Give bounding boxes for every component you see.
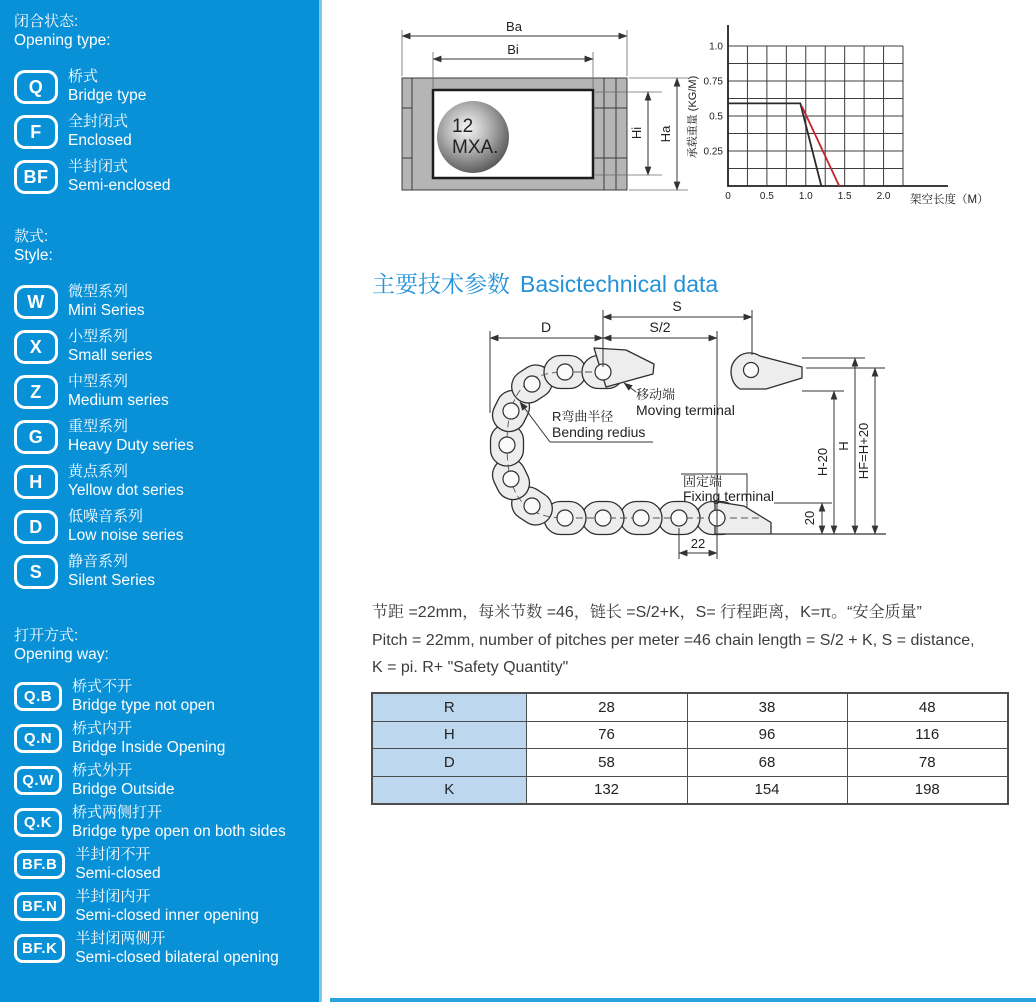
section-title-en: Style: xyxy=(14,247,53,264)
sidebar-item-label xyxy=(68,508,183,545)
sidebar-item-d xyxy=(14,508,313,545)
type-code-badge: G xyxy=(14,420,58,454)
item-label-en: Semi-closed inner opening xyxy=(75,907,259,924)
item-label-cn: 桥式两侧打开 xyxy=(72,804,163,821)
dim-bi-label: Bi xyxy=(507,42,519,57)
item-label-cn: 半封闭内开 xyxy=(75,888,151,905)
sidebar-item-q xyxy=(14,68,313,105)
x-tick-label: 0 xyxy=(725,191,731,202)
table-row-r xyxy=(372,693,1008,721)
type-code-badge: F xyxy=(14,115,58,149)
dim-22-label: 22 xyxy=(690,536,706,551)
type-code-badge: H xyxy=(14,465,58,499)
dim-h20-label: H-20 xyxy=(815,447,830,477)
item-label-en: Yellow dot series xyxy=(68,482,184,499)
ball-label-size: 12 xyxy=(452,116,474,137)
sidebar-item-label xyxy=(68,373,169,410)
type-code-badge: Q.B xyxy=(14,682,62,711)
item-label-cn: 中型系列 xyxy=(68,373,129,390)
table-row-k xyxy=(372,776,1008,804)
type-code-badge: S xyxy=(14,555,58,589)
sidebar-section-title xyxy=(14,626,313,664)
x-tick-label: 1.0 xyxy=(798,191,813,202)
item-label-en: Silent Series xyxy=(68,572,156,589)
sidebar-item-bf-n xyxy=(14,888,313,925)
dim-d-label: D xyxy=(540,319,552,335)
table-cell: 96 xyxy=(687,721,847,749)
sidebar-item-label xyxy=(68,553,155,590)
detached-terminal-bracket xyxy=(731,353,802,389)
table-cell: 28 xyxy=(526,693,687,721)
moving-terminal-label-cn: 移动端 xyxy=(636,387,676,402)
item-label-cn: 全封闭式 xyxy=(68,113,129,130)
table-cell: 76 xyxy=(526,721,687,749)
ball-label-brand: MXA. xyxy=(452,137,499,158)
chart-x-axis-label: 架空长度（M） xyxy=(910,194,989,206)
item-label-en: Low noise series xyxy=(68,527,184,544)
item-label-en: Semi-closed xyxy=(75,865,161,882)
type-code-badge: BF.K xyxy=(14,934,65,963)
type-code-badge: W xyxy=(14,285,58,319)
x-tick-label: 0.5 xyxy=(759,191,774,202)
item-label-en: Enclosed xyxy=(68,132,132,149)
table-cell: 38 xyxy=(687,693,847,721)
section-title-en: Basictechnical data xyxy=(520,271,719,297)
item-label-cn: 半封闭式 xyxy=(68,158,129,175)
dim-h-label: H xyxy=(836,441,851,451)
table-cell: 48 xyxy=(847,693,1008,721)
dim-ba-label: Ba xyxy=(506,19,522,34)
type-code-badge: X xyxy=(14,330,58,364)
type-code-badge: BF.B xyxy=(14,850,65,879)
y-tick-label: 0.25 xyxy=(703,146,723,158)
sidebar-item-label xyxy=(68,113,132,150)
item-label-en: Semi-closed bilateral opening xyxy=(75,949,279,966)
sidebar-item-q-k xyxy=(14,804,313,841)
sidebar-item-bf-k xyxy=(14,930,313,967)
sidebar-item-label xyxy=(72,720,225,757)
notes xyxy=(372,599,1032,682)
y-tick-label: 0.5 xyxy=(709,111,723,123)
section-title-cn: 打开方式: xyxy=(14,627,79,644)
x-tick-label: 2.0 xyxy=(876,191,891,202)
sidebar-item-q-b xyxy=(14,678,313,715)
y-tick-label: 1.0 xyxy=(709,41,723,53)
item-label-en: Semi-enclosed xyxy=(68,177,171,194)
sidebar-item-q-n xyxy=(14,720,313,757)
table-row-h xyxy=(372,721,1008,749)
type-code-badge: D xyxy=(14,510,58,544)
sidebar-item-bf xyxy=(14,158,313,195)
item-label-en: Bridge Inside Opening xyxy=(72,739,226,756)
type-code-badge: BF xyxy=(14,160,58,194)
sidebar-item-h xyxy=(14,463,313,500)
bottom-accent-bar xyxy=(330,998,1036,1002)
item-label-en: Mini Series xyxy=(68,302,145,319)
moving-terminal-leader xyxy=(624,383,636,392)
chart-axes xyxy=(728,25,948,186)
item-label-cn: 黄点系列 xyxy=(68,463,129,480)
type-code-badge: Q.N xyxy=(14,724,62,753)
sidebar-section-1 xyxy=(14,227,313,590)
item-label-en: Bridge type not open xyxy=(72,697,216,714)
table-row-label: K xyxy=(372,776,526,804)
item-label-cn: 重型系列 xyxy=(68,418,129,435)
note-line-cn: 节距 =22mm，每米节数 =46，链长 =S/2+K，S= 行程距离，K=π。“安全质量” xyxy=(372,604,922,621)
table-cell: 68 xyxy=(687,749,847,777)
item-label-cn: 小型系列 xyxy=(68,328,129,345)
table-row-label: D xyxy=(372,749,526,777)
sidebar-section-2 xyxy=(14,626,313,967)
table-row-label: R xyxy=(372,693,526,721)
item-label-cn: 低噪音系列 xyxy=(68,508,144,525)
section-title-cn: 闭合状态: xyxy=(14,13,79,30)
item-label-en: Bridge type xyxy=(68,87,147,104)
table-cell: 132 xyxy=(526,776,687,804)
section-title-cn: 主要技术参数 xyxy=(372,271,510,297)
chart-tick-labels xyxy=(704,42,891,203)
sidebar-item-z xyxy=(14,373,313,410)
section-title-en: Opening type: xyxy=(14,32,111,49)
dim-s2-label: S/2 xyxy=(649,319,671,335)
item-label-en: Bridge type open on both sides xyxy=(72,823,286,840)
sidebar-item-x xyxy=(14,328,313,365)
table-cell: 154 xyxy=(687,776,847,804)
type-code-badge: Q.W xyxy=(14,766,62,795)
sidebar-item-label xyxy=(68,158,171,195)
sidebar-item-label xyxy=(75,930,278,967)
item-label-cn: 桥式外开 xyxy=(72,762,133,779)
bending-radius-label-cn: R弯曲半径 xyxy=(552,409,614,424)
sidebar-item-s xyxy=(14,553,313,590)
item-label-cn: 半封闭不开 xyxy=(75,846,151,863)
sidebar-item-label xyxy=(72,804,286,841)
sidebar-item-f xyxy=(14,113,313,150)
dim-20-label: 20 xyxy=(802,510,817,526)
sidebar-item-label xyxy=(75,888,259,925)
sidebar-sections xyxy=(14,12,313,967)
type-code-badge: BF.N xyxy=(14,892,65,921)
chart-y-axis-label: 承载重量 (KG/M) xyxy=(687,75,699,159)
sidebar-item-q-w xyxy=(14,762,313,799)
type-code-badge: Q xyxy=(14,70,58,104)
moving-terminal-label-en: Moving terminal xyxy=(636,402,735,418)
x-tick-label: 1.5 xyxy=(837,191,852,202)
sidebar-item-label xyxy=(72,762,175,799)
sidebar-item-label xyxy=(68,463,184,500)
dim-ha-label: Ha xyxy=(658,125,673,143)
note-line-en-2: K = pi. R+ "Safety Quantity" xyxy=(372,659,569,676)
sidebar-item-label xyxy=(68,418,194,455)
chain-dimension-diagram xyxy=(370,295,910,605)
section-title-en: Opening way: xyxy=(14,646,109,663)
sidebar-item-label xyxy=(68,328,152,365)
type-code-badge: Q.K xyxy=(14,808,62,837)
dim-s-label: S xyxy=(672,298,682,314)
item-label-en: Heavy Duty series xyxy=(68,437,194,454)
sidebar-section-title xyxy=(14,12,313,50)
item-label-cn: 静音系列 xyxy=(68,553,129,570)
sidebar-item-label xyxy=(72,678,215,715)
bending-radius-label-en: Bending redius xyxy=(552,424,646,440)
item-label-cn: 桥式 xyxy=(68,68,99,85)
dim-hi-label: Hi xyxy=(629,126,644,140)
item-label-cn: 半封闭两侧开 xyxy=(75,930,166,947)
fixing-terminal-label-cn: 固定端 xyxy=(683,474,723,489)
sidebar-item-label xyxy=(75,846,160,883)
load-capacity-chart xyxy=(680,5,1036,220)
table-cell: 198 xyxy=(847,776,1008,804)
table-cell: 116 xyxy=(847,721,1008,749)
spec-table xyxy=(371,692,1009,805)
sidebar-item-bf-b xyxy=(14,846,313,883)
sidebar-section-0 xyxy=(14,12,313,195)
sidebar xyxy=(0,0,322,1002)
sidebar-item-label xyxy=(68,68,146,105)
table-row-d xyxy=(372,749,1008,777)
item-label-en: Bridge Outside xyxy=(72,781,175,798)
table-cell: 78 xyxy=(847,749,1008,777)
type-code-badge: Z xyxy=(14,375,58,409)
table-row-label: H xyxy=(372,721,526,749)
dim-hf-label: HF=H+20 xyxy=(856,422,871,480)
section-title-cn: 款式: xyxy=(14,228,49,245)
table-cell: 58 xyxy=(526,749,687,777)
y-tick-label: 0.75 xyxy=(703,76,723,88)
sidebar-item-w xyxy=(14,283,313,320)
note-line-en-1: Pitch = 22mm, number of pitches per meter =46 chain length = S/2 + K, S = distance, xyxy=(372,631,975,649)
item-label-cn: 微型系列 xyxy=(68,283,129,300)
item-label-en: Medium series xyxy=(68,392,169,409)
item-label-cn: 桥式不开 xyxy=(72,678,133,695)
series-line-1 xyxy=(802,106,839,186)
item-label-en: Small series xyxy=(68,347,153,364)
sidebar-item-g xyxy=(14,418,313,455)
item-label-cn: 桥式内开 xyxy=(72,720,133,737)
sidebar-item-label xyxy=(68,283,145,320)
cross-section-diagram xyxy=(390,10,690,210)
fixing-terminal-label-en: Fixing terminal xyxy=(683,488,775,504)
sidebar-section-title xyxy=(14,227,313,265)
